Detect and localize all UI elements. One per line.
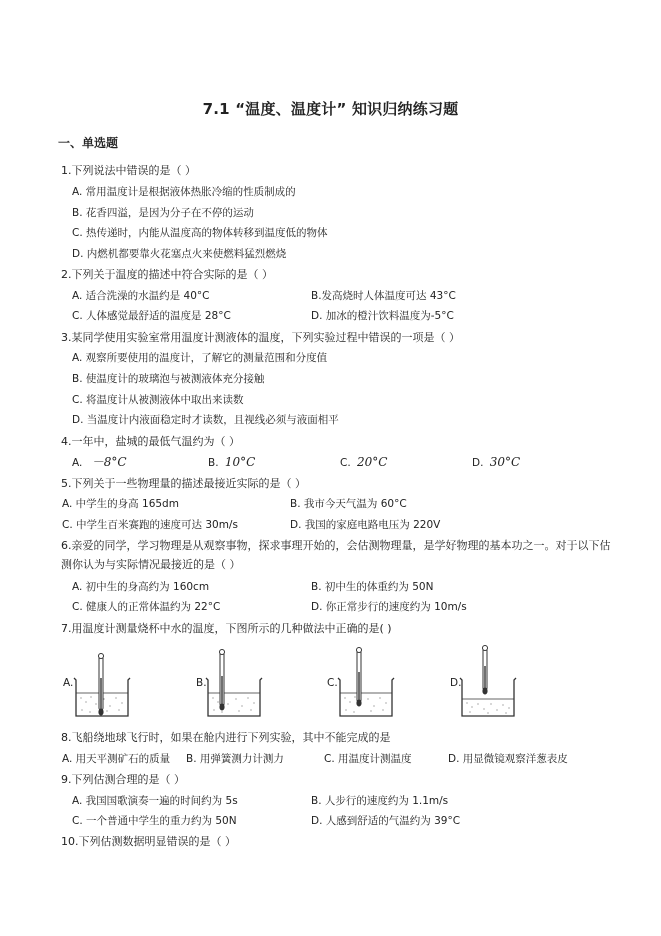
question-7-stem: 7.用温度计测量烧杯中水的温度，下图所示的几种做法中正确的是( ) [61, 622, 392, 635]
figure-d-thermometer-not-immersed [458, 644, 518, 720]
question-4-stem: 4.一年中，盐城的最低气温约为（ ） [61, 435, 240, 448]
option-value: －8°C [91, 455, 127, 469]
section-title: 一、单选题 [58, 136, 119, 150]
question-4-option-a [72, 456, 127, 470]
question-2-option-c: C. 人体感觉最舒适的温度是 28°C [72, 310, 231, 322]
question-4-option-d [472, 456, 520, 470]
question-4-option-c [340, 456, 387, 470]
question-6-option-d: D. 你正常步行的速度约为 10m/s [311, 601, 467, 613]
question-7-option-d-label: D. [450, 677, 462, 689]
option-letter: D. [472, 457, 484, 469]
question-6-stem: 6.亲爱的同学，学习物理是从观察事物，探求事理开始的，会估测物理量，是学好物理的基本功之一。对于以下估测你认为与实际情况最接近的是（ ） [61, 539, 611, 571]
question-9-option-a: A. 我国国歌演奏一遍的时间约为 5s [72, 795, 238, 807]
question-7-option-c-label: C. [327, 677, 338, 689]
question-2-stem: 2.下列关于温度的描述中符合实际的是（ ） [61, 268, 273, 281]
question-2-option-b: B.发高烧时人体温度可达 43°C [311, 290, 456, 302]
question-8-option-b: B. 用弹簧测力计测力 [186, 753, 284, 765]
question-8-stem: 8.飞船绕地球飞行时，如果在舱内进行下列实验，其中不能完成的是 [61, 731, 391, 744]
question-6-option-b: B. 初中生的体重约为 50N [311, 581, 434, 593]
question-6-option-a: A. 初中生的身高约为 160cm [72, 581, 210, 593]
figure-c-thermometer-correct [336, 646, 396, 720]
question-1-option-b: B. 花香四溢，是因为分子在不停的运动 [72, 207, 254, 219]
question-1-option-d: D. 内燃机都要靠火花塞点火来使燃料猛烈燃烧 [72, 248, 287, 260]
question-9-stem: 9.下列估测合理的是（ ） [61, 773, 185, 786]
question-8-option-d: D. 用显微镜观察洋葱表皮 [448, 753, 568, 765]
question-3-option-b: B. 使温度计的玻璃泡与被测液体充分接触 [72, 373, 265, 385]
figure-a-thermometer-touching-bottom [72, 648, 132, 720]
question-3-option-c: C. 将温度计从被测液体中取出来读数 [72, 394, 244, 406]
question-1-stem: 1.下列说法中错误的是（ ） [61, 164, 196, 177]
question-6-option-c: C. 健康人的正常体温约为 22°C [72, 601, 221, 613]
question-1-option-c: C. 热传递时，内能从温度高的物体转移到温度低的物体 [72, 227, 328, 239]
question-3-option-a: A. 观察所要使用的温度计，了解它的测量范围和分度值 [72, 352, 328, 364]
question-8-option-a: A. 用天平测矿石的质量 [62, 753, 171, 765]
option-value: 20°C [357, 455, 388, 469]
question-5-option-b: B. 我市今天气温为 60°C [290, 498, 407, 510]
question-5-option-c: C. 中学生百米赛跑的速度可达 30m/s [62, 519, 238, 531]
question-9-option-d: D. 人感到舒适的气温约为 39°C [311, 815, 461, 827]
question-7-option-a-label: A. [63, 677, 74, 689]
option-value: 10°C [224, 455, 256, 469]
figure-b-thermometer-touching-wall [204, 648, 264, 720]
question-5-option-d: D. 我国的家庭电路电压为 220V [290, 519, 441, 531]
question-9-option-c: C. 一个普通中学生的重力约为 50N [72, 815, 237, 827]
option-letter: B. [208, 457, 219, 469]
question-5-stem: 5.下列关于一些物理量的描述最接近实际的是（ ） [61, 477, 306, 490]
question-2-option-a: A. 适合洗澡的水温约是 40°C [72, 290, 210, 302]
question-8-option-c: C. 用温度计测温度 [324, 753, 412, 765]
question-9-option-b: B. 人步行的速度约为 1.1m/s [311, 795, 449, 807]
question-3-stem: 3.某同学使用实验室常用温度计测液体的温度，下列实验过程中错误的一项是（ ） [61, 331, 460, 344]
question-2-option-d: D. 加冰的橙汁饮料温度为-5°C [311, 310, 454, 322]
question-5-option-a: A. 中学生的身高 165dm [62, 498, 179, 510]
option-value: 30°C [489, 455, 521, 469]
question-10-stem: 10.下列估测数据明显错误的是（ ） [61, 835, 236, 848]
document-title: 7.1 “温度、温度计” 知识归纳练习题 [202, 100, 459, 118]
option-letter: C. [340, 457, 351, 469]
question-1-option-a: A. 常用温度计是根据液体热胀冷缩的性质制成的 [72, 186, 296, 198]
option-letter: A. [72, 457, 83, 469]
question-3-option-d: D. 当温度计内液面稳定时才读数，且视线必须与液面相平 [72, 414, 339, 426]
question-4-option-b [208, 456, 255, 470]
question-7-option-b-label: B. [196, 677, 207, 689]
